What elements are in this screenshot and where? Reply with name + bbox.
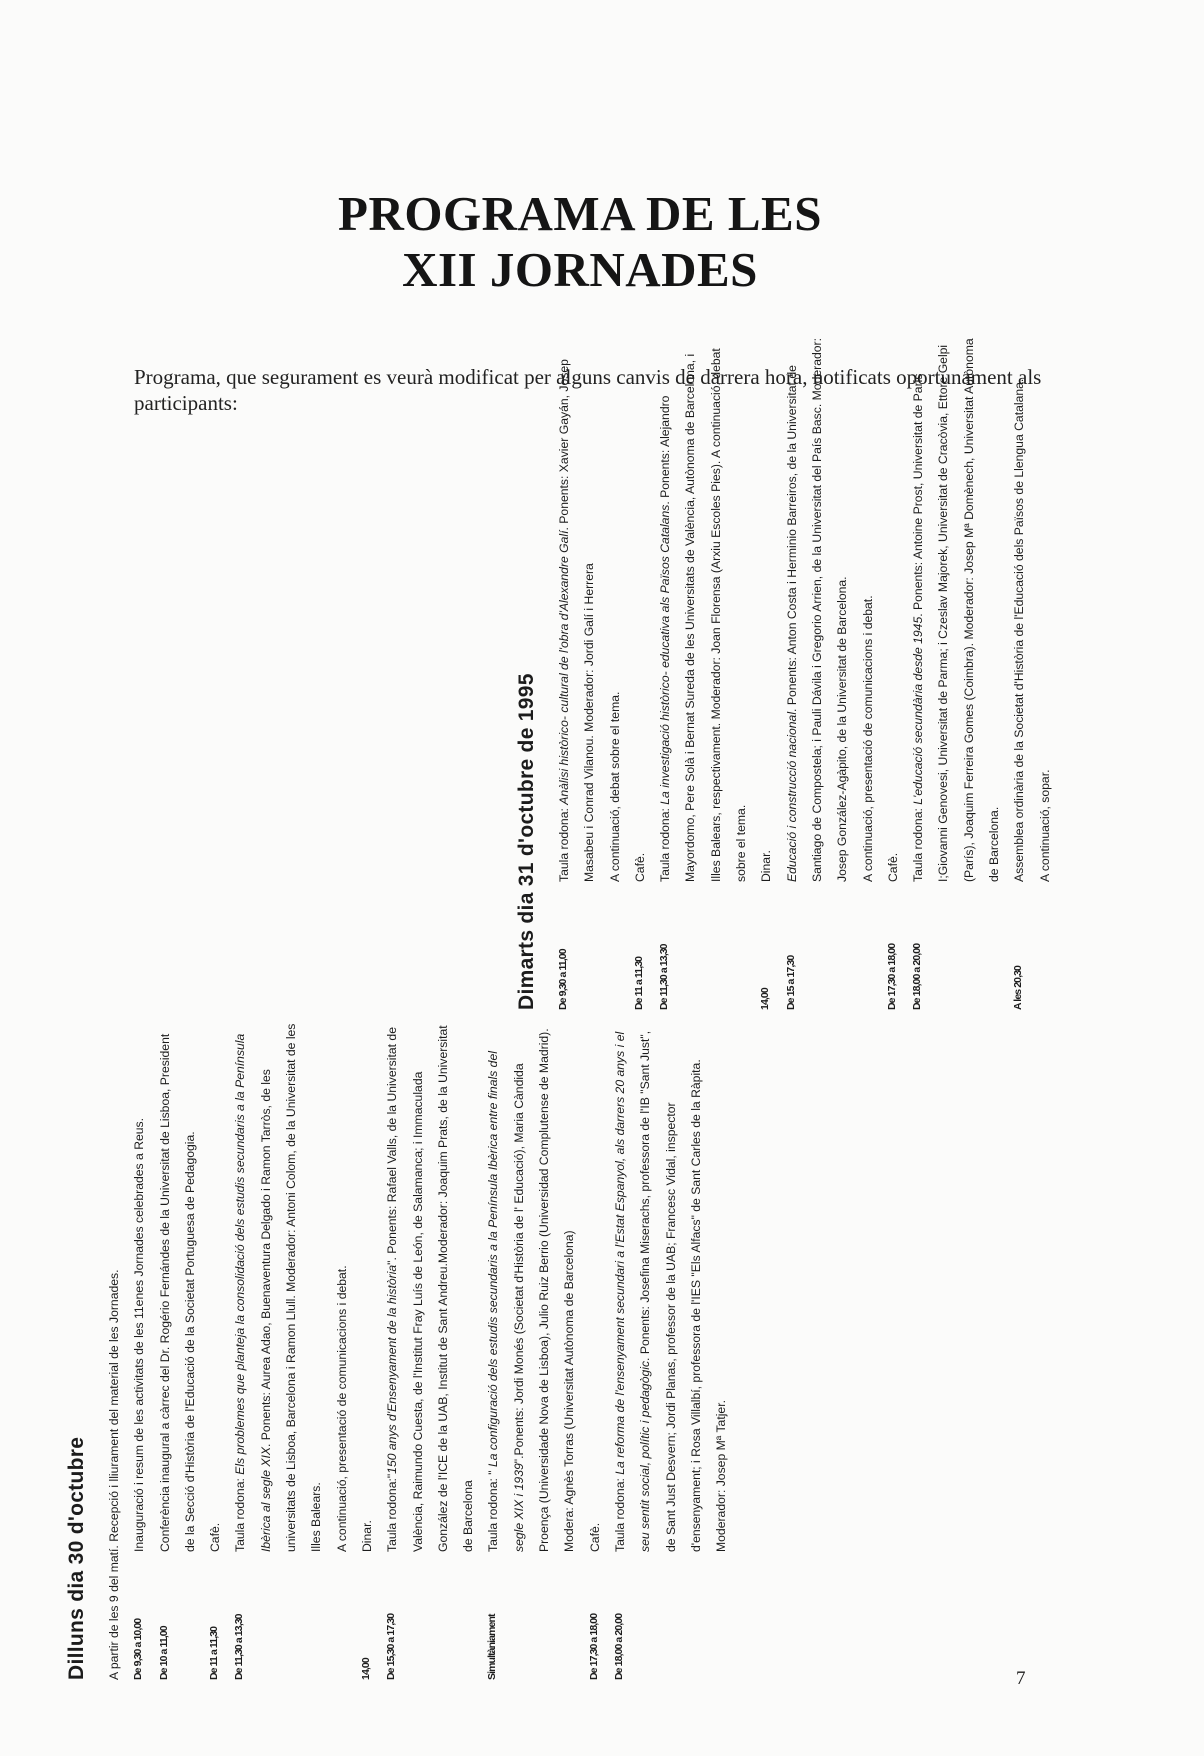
entry-text-part: . Ponents: Aurea Adao, Buenaventura Delgado i Ramon Tarròs, de les universitats de Lisboa, Barcelona i Ramon Llull. Moderador: Antoni Colom, de la Universitat de les Illes Balears.: [258, 1023, 324, 1552]
entry-text: [608, 1020, 734, 1552]
session-title: Educació i construcció nacional: [784, 711, 799, 882]
intro-paragraph: Programa, que segurament es veurà modificat per alguns canvis de darrera hora, notificats oportunament als participants:: [134, 365, 1042, 415]
schedule-entry: [102, 1020, 127, 1680]
schedule-entry: [628, 330, 653, 1010]
entry-text-part: . Ponents: Alejandro Mayordomo, Pere Solà i Bernat Sureda de les Universitats de València, Autònoma de Barcelona, i Illes Balears, respectivament. Moderador: Joan Florensa (Arxiu Escoles Pies). A continuació, debat sobre el tema.: [658, 348, 749, 882]
entry-text-part: Taula rodona: ": [486, 1467, 501, 1552]
entry-text: Cafè.: [885, 852, 900, 882]
entry-text: [653, 330, 754, 882]
entry-time: De 11 a 11,30: [632, 956, 645, 1010]
entry-text: Cafè.: [587, 1522, 602, 1552]
schedule-entry: [881, 330, 906, 1010]
entry-followup: A continuació, sopar.: [1037, 769, 1052, 882]
entry-text-part: . Ponents: Antoine Prost, Universitat de Paris I;Giovanni Genovesi, Universitat de Parma; i Czeslav Majorek, Universitat de Cracòvia, Ettore Gelpi (París), Joaquim Ferreira Gomes (Coimbra). Moderador: Josep Mª Domènech, Universitat Autònoma de Barcelona.: [911, 338, 1002, 882]
entry-text-part: Taula rodona:": [385, 1473, 400, 1552]
entry-time: A les 20,30: [1012, 966, 1025, 1010]
entry-time: Simultàniament: [486, 1614, 499, 1680]
entry-time: De 9,30 a 10,00: [132, 1618, 145, 1680]
entry-text: [380, 1020, 481, 1552]
entry-time: De 11,30 a 13,30: [233, 1614, 246, 1680]
entry-text: Dinar.: [759, 850, 774, 882]
entry-text: Cafè.: [632, 852, 647, 882]
schedule-entry: [380, 1020, 481, 1680]
schedule-entry: [481, 1020, 582, 1680]
entry-text-part: Taula rodona:: [612, 1474, 627, 1552]
entry-time: 14,00: [759, 988, 772, 1010]
session-title: La investigació històrico- educativa als Països Catalans: [658, 504, 673, 805]
schedule-entry: [754, 330, 779, 1010]
entry-text: A partir de les 9 del matí. Recepció i lliurament del material de les Jornades.: [107, 1269, 121, 1680]
entry-text-part: Taula rodona:: [233, 1474, 248, 1552]
entry-followup: A continuació, debat sobre el tema.: [607, 691, 622, 882]
day2-heading: Dimarts dia 31 d'octubre de 1995: [515, 673, 538, 1010]
entry-text: [906, 330, 1007, 882]
schedule-entry: [203, 1020, 228, 1680]
page-number: 7: [1016, 1668, 1026, 1689]
page-title: [0, 186, 1160, 298]
entry-time: De 11 a 11,30: [208, 1626, 221, 1680]
entry-text-part: Taula rodona:: [557, 804, 571, 882]
entry-text: [228, 1020, 354, 1552]
day1-heading: Dilluns dia 30 d'octubre: [65, 1436, 88, 1680]
schedule-entry: [355, 1020, 380, 1680]
schedule-entry: [608, 1020, 734, 1680]
session-title: L'educació secundària desde 1945: [911, 616, 926, 805]
entry-time: De 10 a 11,00: [157, 1626, 170, 1680]
entry-text-part: Taula rodona:: [911, 804, 926, 882]
entry-text-part: . Ponents: Anton Costa i Herminio Barreiros, de la Universitat de Santiago de Compostela; i Pauli Dávila i Gregorio Arrien, de la Universitat del País Basc. Moderador: Josep González-Agàpito, de la Universitat de Barcelona.: [784, 338, 850, 882]
schedule-entry: [1007, 330, 1058, 1010]
entry-followup: A continuació, presentació de comunicacions i debat.: [334, 1265, 349, 1552]
entry-text: [1007, 330, 1058, 882]
session-title: 150 anys d'Ensenyament de la història: [385, 1264, 400, 1474]
entry-time: De 15,30 a 17,30: [385, 1613, 398, 1680]
session-title: La configuració dels estudis secundaris a la Península Ibèrica entre finals del segle XIX i 1939: [486, 1051, 526, 1552]
entry-time: De 18,00 a 20,00: [612, 1613, 625, 1680]
entry-time: De 9,30 a 11,00: [557, 949, 569, 1010]
session-title: Anàlisi històrico- cultural de l'obra d'Alexandre Galí: [557, 530, 571, 805]
entry-text-part: Assemblea ordinària de la Societat d'Història de l'Educació dels Països de Llengua Catalana.: [1012, 378, 1027, 882]
title-line-2: XII JORNADES: [402, 242, 758, 297]
session-title: Els problemes que planteja la consolidació dels estudis secundaris a la Península Ibèrica al segle XIX: [233, 1033, 273, 1552]
entry-text: [481, 1020, 582, 1552]
entry-followup: A continuació, presentació de comunicacions i debat.: [860, 595, 875, 882]
schedule-entry: [906, 330, 1007, 1010]
day1-schedule: [60, 1020, 729, 1680]
entry-time: De 11,30 a 13,30: [658, 944, 671, 1010]
title-line-1: PROGRAMA DE LES: [338, 186, 822, 241]
entry-text-part: ".Ponents: Jordi Monés (Societat d'Història de l' Educació), Maria Càndida Proença (Universidade Nova de Lisboa), Julio Ruiz Berrio (Universidad Complutense de Madrid). Modera: Agnès Torras (Universitat Autònoma de Barcelona): [511, 1028, 577, 1552]
entry-time: De 17,30 a 18,00: [587, 1613, 600, 1680]
schedule-entry: [583, 1020, 608, 1680]
schedule-entry: [153, 1020, 204, 1680]
schedule-entry: [228, 1020, 354, 1680]
schedule-entry: [552, 330, 628, 1010]
entry-text-part: Taula rodona:: [658, 804, 673, 882]
entry-time: De 18,00 a 20,00: [911, 943, 924, 1010]
schedule-entry: [780, 330, 881, 1010]
entry-text-part: ". Ponents: Rafael Valls, de la Universitat de València, Raimundo Cuesta, de l'Institut Fray Luís de León, de Salamanca; i Immaculada González de l'ICE de la UAB, Institut de Sant Andreu.Moderador: Joaquim Prats, de la Universitat de Barcelona: [385, 1025, 476, 1552]
session-title: La reforma de l'ensenyament secundari a l'Estat Espanyol, als darrers 20 anys i el seu sentit social, polític i pedagògic: [612, 1031, 653, 1552]
entry-text: Cafè.: [208, 1522, 223, 1552]
entry-text-part: . Ponents: Josefina Miserachs, professora de l'IB "Sant Just", de Sant Just Desvern; Jordi Planas, professor de la UAB; Francesc Vidal, inspector d'ensenyament; i Rosa Villalbí, professora de l'IES "Els Alfacs" de Sant Carles de la Ràpita. Moderador: Josep Mª Tatjer.: [638, 1030, 729, 1552]
entry-text: Inauguració i resum de les activitats de les 11enes Jornades celebrades a Reus.: [132, 1117, 147, 1552]
entry-text: Dinar.: [359, 1520, 374, 1552]
entry-time: 14,00: [359, 1658, 372, 1680]
schedule-entry: [653, 330, 754, 1010]
entry-text: [552, 330, 628, 882]
entry-time: De 15 a 17,30: [784, 955, 797, 1010]
entry-text-part: . Ponents: Xavier Gayán, Josep Masabeu i Conrad Vilanou. Moderador: Jordi Galí i Herrera: [557, 359, 597, 882]
entry-text: [780, 330, 881, 882]
schedule-entry: [127, 1020, 152, 1680]
entry-text: Conferència inaugural a càrrec del Dr. Rogério Fernándes de la Universitat de Lisboa, President de la Secció d'Història de l'Educació de la Societat Portuguesa de Pedagogia.: [157, 1033, 197, 1552]
entry-time: De 17,30 a 18,00: [885, 943, 898, 1010]
